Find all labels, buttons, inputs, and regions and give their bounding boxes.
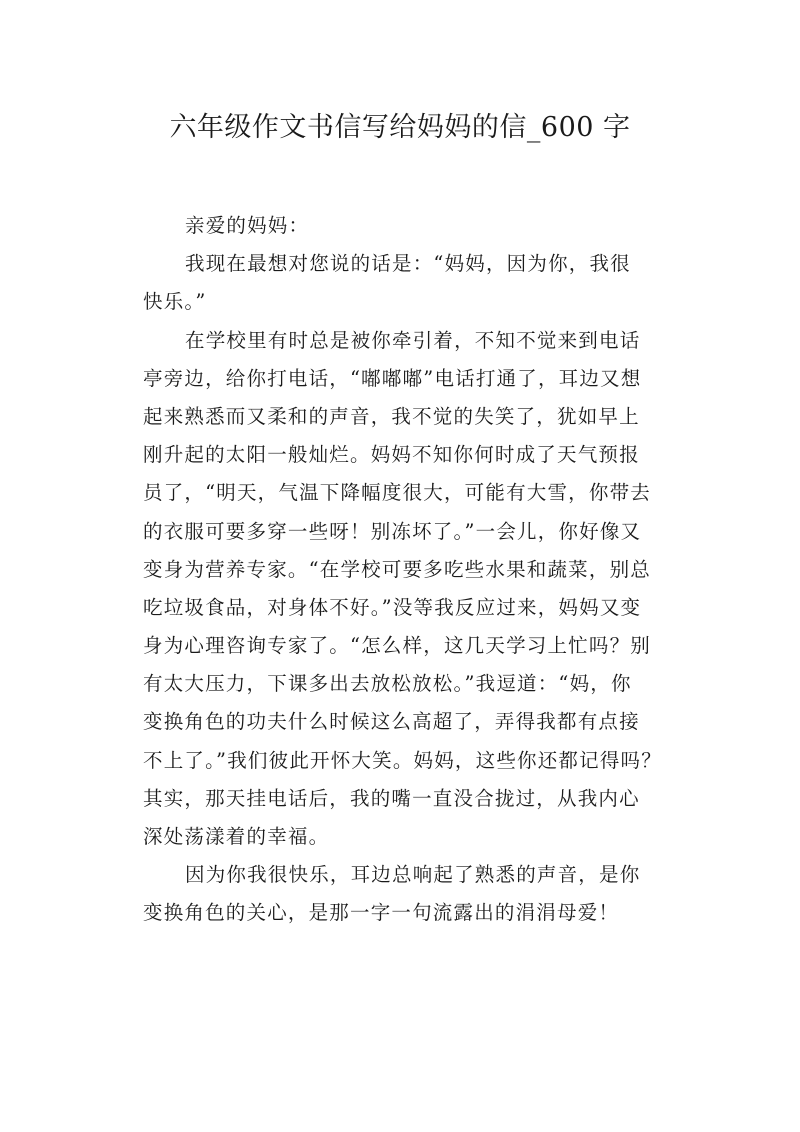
- document-title: 六年级作文书信写给妈妈的信_600 字: [169, 112, 631, 143]
- paragraph-line: 在学校里有时总是被你牵引着，不知不觉来到电话: [185, 328, 641, 352]
- paragraph-line: 亭旁边，给你打电话，“嘟嘟嘟”电话打通了，耳边又想: [143, 366, 642, 390]
- paragraph-line: 员了，“明天，气温下降幅度很大，可能有大雪，你带去: [143, 481, 651, 505]
- paragraph-line: 因为你我很快乐，耳边总响起了熟悉的声音，是你: [185, 863, 641, 887]
- paragraph-line: 快乐。”: [143, 290, 207, 314]
- paragraph-line: 变换角色的功夫什么时候这么高超了，弄得我都有点接: [143, 710, 640, 734]
- paragraph-line: 的衣服可要多穿一些呀！别冻坏了。”一会儿，你好像又: [143, 519, 642, 543]
- paragraph-line: 变身为营养专家。“在学校可要多吃些水果和蔬菜，别总: [143, 557, 651, 581]
- paragraph-line: 深处荡漾着的幸福。: [143, 825, 330, 848]
- paragraph-line: 其实，那天挂电话后，我的嘴一直没合拢过，从我内心: [143, 786, 640, 810]
- salutation: 亲爱的妈妈：: [185, 214, 310, 237]
- paragraph-line: 不上了。”我们彼此开怀大笑。妈妈，这些你还都记得吗？: [143, 748, 662, 772]
- letter-body: [143, 207, 663, 933]
- paragraph-line: 身为心理咨询专家了。“怎么样，这几天学习上忙吗？别: [143, 634, 651, 658]
- paragraph-line: 我现在最想对您说的话是：“妈妈，因为你，我很: [185, 252, 631, 276]
- paragraph-line: 吃垃圾食品，对身体不好。”没等我反应过来，妈妈又变: [143, 595, 642, 619]
- paragraph-line: 刚升起的太阳一般灿烂。妈妈不知你何时成了天气预报: [143, 443, 640, 467]
- paragraph-line: 有太大压力，下课多出去放松放松。”我逗道：“妈，你: [143, 672, 632, 696]
- paragraph-line: 变换角色的关心，是那一字一句流露出的涓涓母爱！: [143, 901, 620, 925]
- paragraph-line: 起来熟悉而又柔和的声音，我不觉的失笑了，犹如早上: [143, 404, 640, 428]
